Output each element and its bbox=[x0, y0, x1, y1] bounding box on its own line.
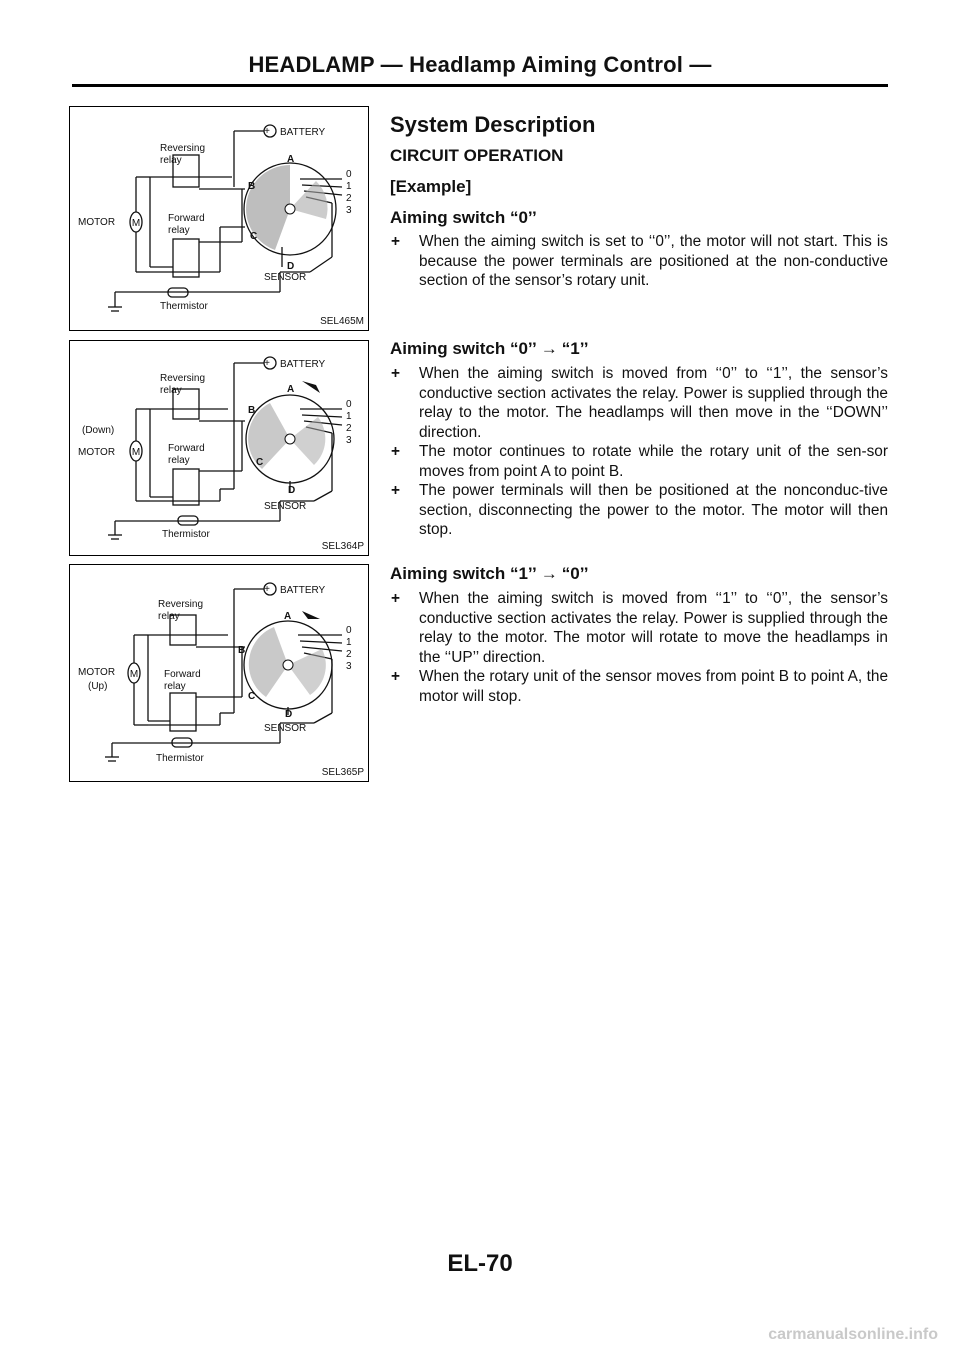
bullet-symbol: + bbox=[391, 443, 400, 460]
plus-label: + bbox=[264, 358, 270, 369]
motor-m-label: M bbox=[131, 218, 141, 229]
battery-label: BATTERY bbox=[280, 585, 326, 596]
circuit-diagram-svg bbox=[70, 107, 370, 332]
point-c-label: C bbox=[250, 231, 258, 242]
relay-label: relay bbox=[158, 611, 180, 622]
bullet-text: When the aiming switch is moved from ‘‘1’’ to ‘‘0’’, the sensor’s conductive section activates the relay. Power is supplied through the relay to the motor. The motor will rotate to move the headlamps in the ‘‘UP’’ direction. bbox=[419, 590, 888, 666]
bullet-symbol: + bbox=[391, 365, 400, 382]
bullet-item bbox=[390, 232, 888, 291]
sensor-label: SENSOR bbox=[264, 272, 307, 283]
forward-label: Forward bbox=[168, 213, 205, 224]
title-from: Aiming switch “0’’ bbox=[390, 339, 537, 358]
block-1-bullets bbox=[390, 232, 888, 291]
point-a-label: A bbox=[287, 154, 295, 165]
position-3-label: 3 bbox=[346, 205, 352, 216]
section-title: System Description bbox=[390, 112, 596, 137]
bullet-symbol: + bbox=[391, 590, 400, 607]
block-3-bullets bbox=[390, 589, 888, 706]
position-0-label: 0 bbox=[346, 399, 352, 410]
position-2-label: 2 bbox=[346, 193, 352, 204]
point-d-label: D bbox=[285, 709, 293, 720]
motor-label: MOTOR bbox=[78, 667, 116, 678]
point-a-label: A bbox=[284, 611, 292, 622]
bullet-item bbox=[390, 481, 888, 540]
bullet-symbol: + bbox=[391, 233, 400, 250]
figure-code: SEL364P bbox=[321, 541, 364, 552]
motor-m-label: M bbox=[131, 447, 141, 458]
subheading-circuit-operation: CIRCUIT OPERATION bbox=[390, 146, 564, 165]
plus-label: + bbox=[264, 584, 270, 595]
bullet-item bbox=[390, 589, 888, 667]
battery-label: BATTERY bbox=[280, 359, 326, 370]
thermistor-label: Thermistor bbox=[160, 301, 208, 312]
relay-label: relay bbox=[160, 385, 182, 396]
bullet-text: When the rotary unit of the sensor moves from point B to point A, the motor will stop. bbox=[419, 668, 888, 705]
bullet-item bbox=[390, 442, 888, 481]
point-d-label: D bbox=[287, 261, 295, 272]
bullet-text: The motor continues to rotate while the rotary unit of the sen-sor moves from point A to point B. bbox=[419, 443, 888, 480]
bullet-symbol: + bbox=[391, 668, 400, 685]
direction-label: (Up) bbox=[88, 681, 108, 692]
title-from: Aiming switch “1’’ bbox=[390, 564, 537, 583]
reversing-label: Reversing bbox=[158, 599, 204, 610]
bullet-text: The power terminals will then be positioned at the nonconduc-tive section, disconnecting the power to the motor. The motor will then stop. bbox=[419, 482, 888, 538]
relay-label: relay bbox=[160, 155, 182, 166]
battery-label: BATTERY bbox=[280, 127, 326, 138]
running-header: HEADLAMP — Headlamp Aiming Control — bbox=[248, 52, 712, 77]
circuit-diagram-svg bbox=[70, 341, 370, 557]
circuit-diagram-2 bbox=[69, 340, 369, 556]
position-2-label: 2 bbox=[346, 649, 352, 660]
figure-code: SEL465M bbox=[320, 316, 364, 327]
arrow-icon: → bbox=[540, 564, 558, 583]
circuit-diagram-1 bbox=[69, 106, 369, 331]
block-2-bullets bbox=[390, 364, 888, 540]
position-1-label: 1 bbox=[346, 181, 352, 192]
position-0-label: 0 bbox=[346, 169, 352, 180]
relay-label-2: relay bbox=[168, 225, 190, 236]
sensor-label: SENSOR bbox=[264, 501, 307, 512]
thermistor-label: Thermistor bbox=[162, 529, 210, 540]
header-rule bbox=[72, 84, 888, 87]
point-c-label: C bbox=[256, 457, 264, 468]
direction-label: (Down) bbox=[82, 425, 115, 436]
position-3-label: 3 bbox=[346, 661, 352, 672]
circuit-diagram-3 bbox=[69, 564, 369, 782]
bullet-item bbox=[390, 667, 888, 706]
figure-code: SEL365P bbox=[321, 767, 364, 778]
position-2-label: 2 bbox=[346, 423, 352, 434]
watermark: carmanualsonline.info bbox=[768, 1326, 938, 1343]
block-1-title: Aiming switch “0’’ bbox=[390, 208, 537, 227]
circuit-diagram-svg bbox=[70, 565, 370, 783]
position-1-label: 1 bbox=[346, 411, 352, 422]
point-b-label: B bbox=[248, 405, 256, 416]
bullet-item bbox=[390, 364, 888, 442]
arrow-icon: → bbox=[540, 339, 558, 358]
plus-label: + bbox=[264, 126, 270, 137]
position-3-label: 3 bbox=[346, 435, 352, 446]
page-number: EL-70 bbox=[447, 1250, 513, 1277]
forward-label: Forward bbox=[168, 443, 205, 454]
position-0-label: 0 bbox=[346, 625, 352, 636]
title-to: “0’’ bbox=[561, 564, 589, 583]
sensor-label: SENSOR bbox=[264, 723, 307, 734]
block-2-title bbox=[390, 339, 589, 359]
point-a-label: A bbox=[287, 384, 295, 395]
point-b-label: B bbox=[238, 645, 246, 656]
bullet-symbol: + bbox=[391, 482, 400, 499]
bullet-text: When the aiming switch is moved from ‘‘0’’ to ‘‘1’’, the sensor’s conductive section activates the relay. Power is supplied through the relay to the motor. The headlamps will then move in the ‘‘DOWN’’ direction. bbox=[419, 365, 888, 441]
relay-label-2: relay bbox=[164, 681, 186, 692]
point-d-label: D bbox=[288, 485, 296, 496]
point-b-label: B bbox=[248, 181, 256, 192]
forward-label: Forward bbox=[164, 669, 201, 680]
thermistor-label: Thermistor bbox=[156, 753, 204, 764]
motor-label: MOTOR bbox=[78, 447, 116, 458]
title-to: “1’’ bbox=[561, 339, 589, 358]
reversing-label: Reversing bbox=[160, 143, 206, 154]
point-c-label: C bbox=[248, 691, 256, 702]
block-3-title bbox=[390, 564, 589, 584]
reversing-label: Reversing bbox=[160, 373, 206, 384]
motor-m-label: M bbox=[129, 669, 139, 680]
position-1-label: 1 bbox=[346, 637, 352, 648]
motor-label: MOTOR bbox=[78, 217, 116, 228]
bullet-text: When the aiming switch is set to ‘‘0’’, the motor will not start. This is because the power terminals are positioned at the non-conductive section of the sensor’s rotary unit. bbox=[419, 233, 888, 289]
relay-label-2: relay bbox=[168, 455, 190, 466]
subheading-example: [Example] bbox=[390, 177, 472, 196]
